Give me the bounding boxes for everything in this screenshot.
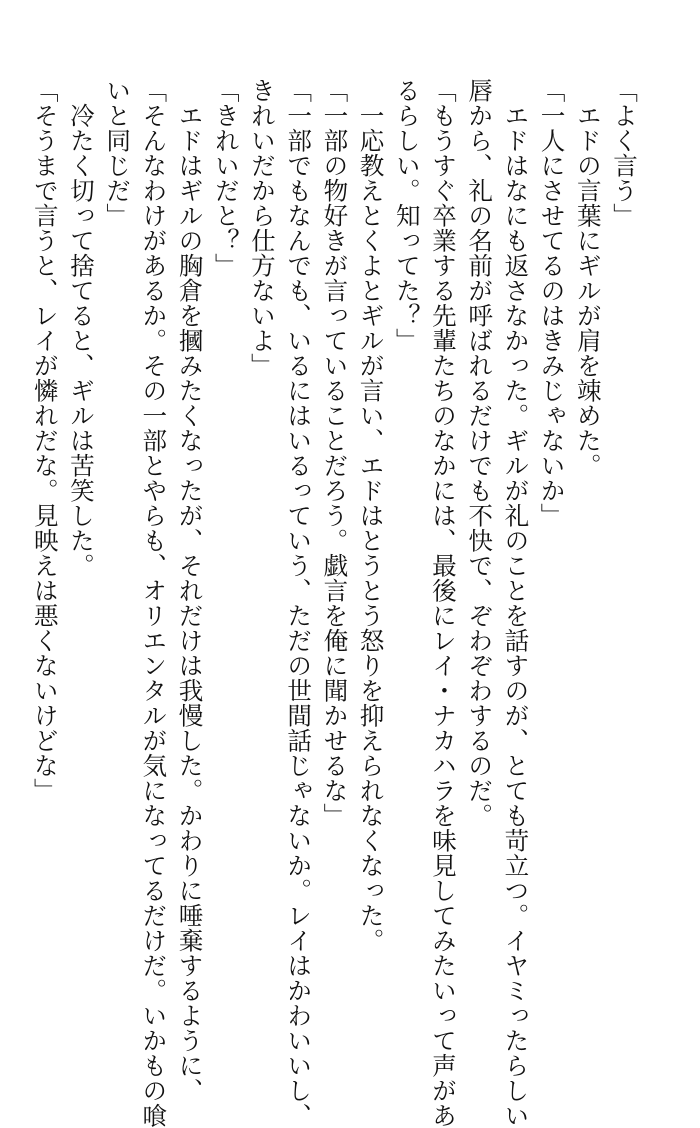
text-line-10: 「一部でもなんでも、いるにはいるっていう、ただの世間話じゃないか。レイはかわいいし、: [284, 78, 314, 1128]
text-line-8: 一応教えとくよとギルが言い、エドはとうとう怒りを抑えられなくなった。: [356, 78, 386, 953]
text-line-6: 「もうすぐ卒業する先輩たちのなかには、最後にレイ・ナカハラを味見してみたいって声があ: [428, 78, 458, 1128]
text-line-15: いと同じだ」: [103, 78, 133, 228]
text-line-14: 「そんなわけがあるか。その一部とやらも、オリエンタルが気になってるだけだ。いかもの喰: [139, 78, 169, 1128]
text-line-16: 冷たく切って捨てると、ギルは苦笑した。: [66, 78, 96, 578]
text-line-2: エドの言葉にギルが肩を竦めた。: [573, 78, 603, 478]
text-line-7: るらしい。知ってた？」: [392, 78, 422, 353]
text-line-5: 唇から、礼の名前が呼ばれるだけでも不快で、ぞわぞわするのだ。: [465, 78, 495, 828]
text-line-4: エドはなにも返さなかった。ギルが礼のことを話すのが、とても苛立つ。イヤミったらしい: [501, 78, 531, 1128]
text-line-1: 「よく言う」: [610, 78, 639, 228]
text-line-12: 「きれいだと？」: [211, 78, 241, 278]
text-line-3: 「一人にさせてるのはきみじゃないか」: [537, 78, 567, 528]
text-line-9: 「一部の物好きが言っていることだろう。戯言を俺に聞かせるな」: [320, 78, 350, 828]
text-line-17: 「そうまで言うと、レイが憐れだな。見映えは悪くないけどな」: [30, 78, 60, 803]
vertical-text-body: [30, 78, 642, 1128]
text-line-13: エドはギルの胸倉を摑みたくなったが、それだけは我慢した。かわりに唾棄するように、: [175, 78, 205, 1103]
text-line-11: きれいだから仕方ないよ」: [247, 78, 277, 378]
